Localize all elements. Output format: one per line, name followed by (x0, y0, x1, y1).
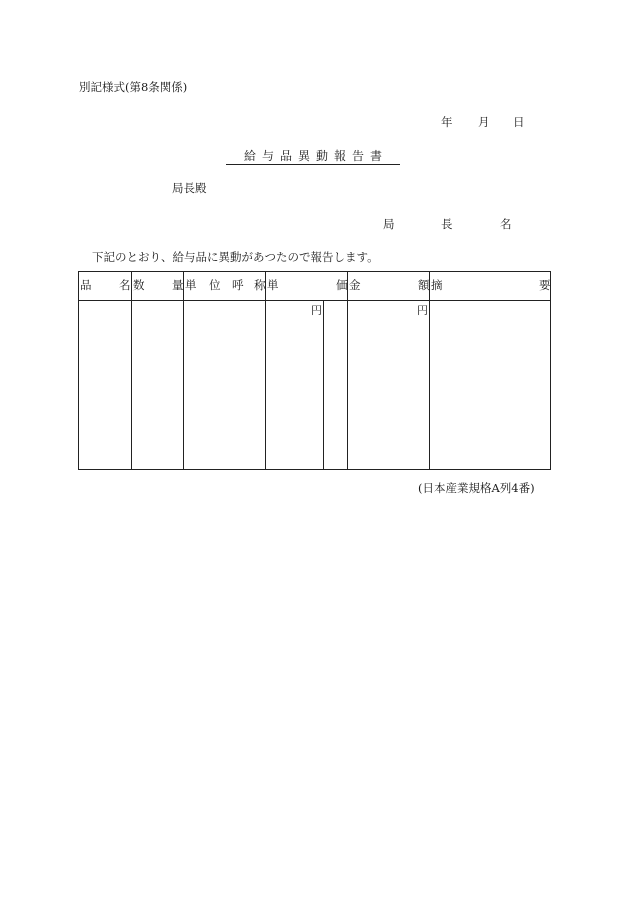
document-title (226, 149, 400, 165)
signature-part-3: 名 (500, 217, 512, 231)
column-divider (183, 272, 184, 469)
title-underline (226, 164, 400, 165)
header-unit-name-1: 単 (185, 278, 197, 292)
header-quantity-2: 量 (172, 278, 184, 292)
header-item-name-2: 名 (119, 278, 131, 292)
header-unit-name-2: 位 (209, 278, 221, 292)
header-quantity-1: 数 (133, 278, 145, 292)
form-reference: 別記様式(第8条関係) (79, 80, 188, 94)
date-day-label: 日 (513, 115, 525, 129)
signature-part-2: 長 (441, 217, 453, 231)
header-item-name-1: 品 (80, 278, 92, 292)
column-divider (265, 272, 266, 469)
header-remarks-2: 要 (539, 278, 551, 292)
date-year-label: 年 (441, 115, 453, 129)
amount-unit-label: 円 (417, 304, 428, 317)
header-unit-price-2: 価 (336, 278, 348, 292)
document-title-text: 給与品異動報告書 (243, 149, 388, 163)
header-unit-name-3: 呼 (232, 278, 244, 292)
header-unit-price-1: 単 (267, 278, 279, 292)
column-divider (347, 272, 348, 469)
header-amount-2: 額 (418, 278, 430, 292)
header-amount-1: 金 (349, 278, 361, 292)
addressee: 局長殿 (172, 181, 207, 195)
header-divider (79, 300, 550, 301)
column-divider (131, 272, 132, 469)
column-divider (429, 272, 430, 469)
signature-part-1: 局 (383, 217, 395, 231)
header-unit-name-4: 称 (254, 278, 266, 292)
report-table (78, 271, 551, 470)
footnote: (日本産業規格A列4番) (418, 481, 535, 495)
date-month-label: 月 (478, 115, 490, 129)
header-remarks-1: 摘 (431, 278, 443, 292)
price-sub-divider (323, 300, 324, 469)
intro-text: 下記のとおり、給与品に異動があつたので報告します。 (92, 250, 379, 264)
price-unit-label: 円 (311, 304, 322, 317)
